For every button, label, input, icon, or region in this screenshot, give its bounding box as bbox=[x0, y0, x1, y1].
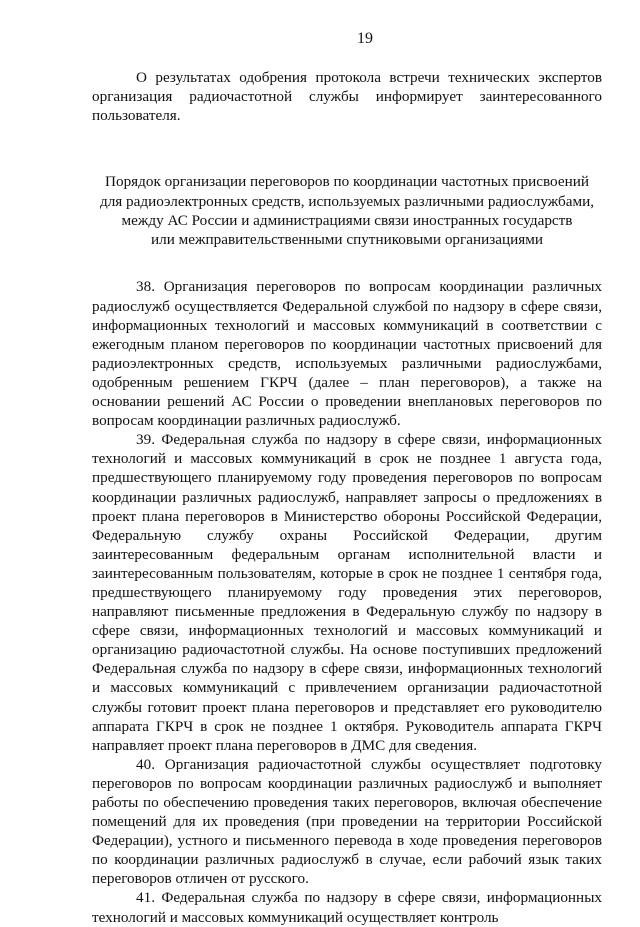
section-heading-line: для радиоэлектронных средств, используемых различными радиослужбами, bbox=[99, 192, 595, 210]
paragraph-38: 38. Организация переговоров по вопросам координации различных радиослужб осуществляется Федеральной службой по надзору в сфере связи, информационных технологий и массовых коммуникаций в соответствии с ежегодным планом переговоров по координации частотных присвоений для радиоэлектронных средств, используемых различными радиослужбами, одобренным решением ГКРЧ (далее – план переговоров), а также на основании решений АС России о проведении внеплановых переговоров по вопросам координации различных радиослужб. bbox=[92, 278, 602, 430]
paragraph-40: 40. Организация радиочастотной службы осуществляет подготовку переговоров по вопросам координации различных радиослужб и выполняет работы по обеспечению проведения таких переговоров, включая обеспечение помещений для их проведения (при проведении на территории Российской Федерации), устного и письменного перевода в ходе проведения переговоров по координации различных радиослужб в случае, если рабочий язык таких переговоров отличен от русского. bbox=[92, 755, 602, 888]
section-heading bbox=[92, 172, 602, 249]
section-heading-line: Порядок организации переговоров по координации частотных присвоений bbox=[105, 173, 589, 191]
section-heading-line: между АС России и администрациями связи иностранных государств bbox=[121, 211, 573, 229]
page-number: 19 bbox=[357, 30, 373, 47]
paragraph-41: 41. Федеральная служба по надзору в сфере связи, информационных технологий и массовых коммуникаций осуществляет контроль bbox=[92, 889, 602, 926]
section-heading-line: или межправительственными спутниковыми организациями bbox=[151, 231, 543, 249]
intro-paragraph: О результатах одобрения протокола встречи технических экспертов организация радиочастотной службы информирует заинтересованного пользователя. bbox=[92, 69, 602, 125]
paragraph-39: 39. Федеральная служба по надзору в сфере связи, информационных технологий и массовых коммуникаций в срок не позднее 1 августа года, предшествующего планируемому году проведения переговоров по вопросам координации различных радиослужб, направляет запросы о предложениях в проект плана переговоров в Министерство обороны Российской Федерации, Федеральную службу охраны Российской Федерации, другим заинтересованным федеральным органам исполнительной власти и заинтересованным пользователям, которые в срок не позднее 1 сентября года, предшествующего планируемому году проведения этих переговоров, направляют письменные предложения в Федеральную службу по надзору в сфере связи, информационных технологий и массовых коммуникаций и организацию радиочастотной службы. На основе поступивших предложений Федеральная служба по надзору в сфере связи, информационных технологий и массовых коммуникаций с привлечением организации радиочастотной службы готовит проект плана переговоров и представляет его руководителю аппарата ГКРЧ в срок не позднее 1 октября. Руководитель аппарата ГКРЧ направляет проект плана переговоров в ДМС для сведения. bbox=[92, 431, 602, 754]
